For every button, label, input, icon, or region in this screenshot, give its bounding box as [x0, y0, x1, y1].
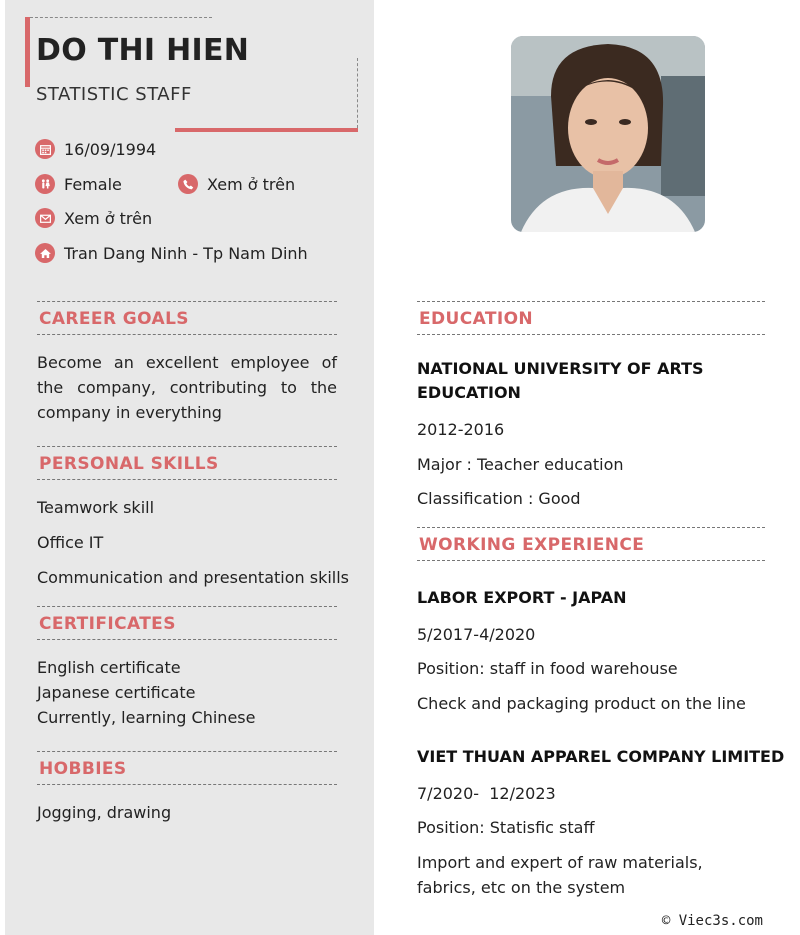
personal-skills-heading: PERSONAL SKILLS [37, 446, 337, 480]
birthdate-value: 16/09/1994 [64, 139, 157, 159]
skill-item: Communication and presentation skills [37, 568, 350, 587]
certificate-item: Currently, learning Chinese [37, 708, 256, 727]
hobbies-section [37, 751, 337, 825]
gender-value: Female [64, 174, 122, 194]
job-period: 5/2017-4/2020 [417, 625, 536, 644]
email-row [35, 208, 152, 228]
profile-photo [511, 36, 705, 232]
career-goals-section [37, 301, 337, 425]
skill-item: Teamwork skill [37, 498, 155, 517]
education-classification: Classification : Good [417, 489, 581, 508]
personal-skills-section [37, 446, 350, 587]
address-row [35, 243, 308, 263]
header-underline [175, 128, 358, 132]
hobbies-heading: HOBBIES [37, 751, 337, 785]
certificates-section [37, 606, 337, 730]
skill-item: Office IT [37, 533, 104, 552]
email-value: Xem ở trên [64, 208, 153, 228]
gender-row [35, 174, 122, 194]
birthdate-row [35, 139, 156, 159]
education-section [417, 301, 765, 508]
school-name: NATIONAL UNIVERSITY OF ARTS EDUCATION [417, 359, 704, 402]
hobbies-text: Jogging, drawing [37, 803, 172, 822]
copyright-footer: © Viec3s.com [661, 913, 763, 929]
education-major: Major : Teacher education [417, 455, 624, 474]
gender-icon [35, 174, 55, 194]
header-side-divider [357, 58, 358, 128]
certificates-heading: CERTIFICATES [37, 606, 337, 640]
job-position: Position: staff in food warehouse [417, 659, 678, 678]
candidate-name: DO THI HIEN [36, 33, 250, 68]
education-heading: EDUCATION [417, 301, 765, 335]
calendar-icon [35, 139, 55, 159]
name-accent-bar [25, 17, 30, 87]
phone-value: Xem ở trên [207, 174, 296, 194]
certificate-item: Japanese certificate [37, 683, 196, 702]
address-value: Tran Dang Ninh - Tp Nam Dinh [64, 243, 308, 263]
certificate-item: English certificate [37, 658, 181, 677]
candidate-role: STATISTIC STAFF [36, 84, 192, 105]
career-goals-text: Become an excellent employee of the company, contributing to the company in everything [37, 353, 337, 422]
education-years: 2012-2016 [417, 420, 505, 439]
career-goals-heading: CAREER GOALS [37, 301, 337, 335]
job-description: Import and expert of raw materials, fabrics, etc on the system [417, 853, 703, 897]
job-company: LABOR EXPORT - JAPAN [417, 588, 627, 607]
envelope-icon [35, 208, 55, 228]
job-company: VIET THUAN APPAREL COMPANY LIMITED [417, 747, 785, 766]
phone-icon [178, 174, 198, 194]
job-description: Check and packaging product on the line [417, 694, 746, 713]
job-period: 7/2020- 12/2023 [417, 784, 556, 803]
home-icon [35, 243, 55, 263]
job-position: Position: Statisfic staff [417, 818, 595, 837]
experience-heading: WORKING EXPERIENCE [417, 527, 765, 561]
header-top-divider [30, 17, 212, 18]
experience-section [417, 527, 785, 897]
phone-row [178, 174, 295, 194]
